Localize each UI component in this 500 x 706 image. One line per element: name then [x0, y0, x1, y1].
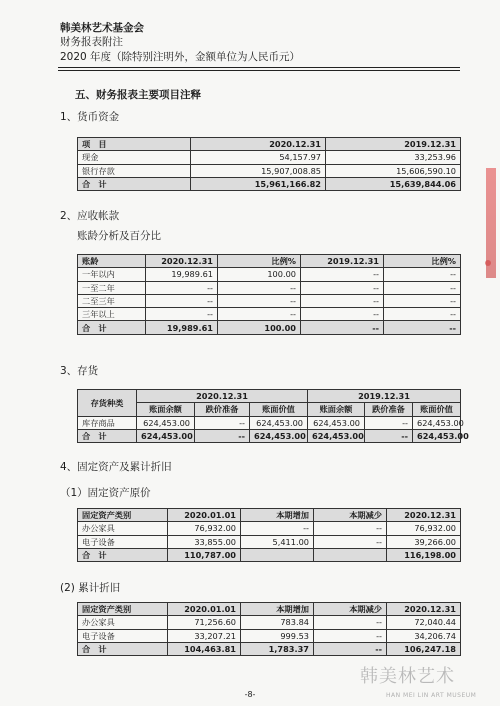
table-total-row — [78, 642, 461, 655]
header-rule-double — [58, 70, 460, 71]
table-header-row — [78, 138, 461, 151]
table-cell: -- — [314, 535, 387, 548]
table-row — [78, 281, 461, 294]
museum-watermark: 韩美林艺术 — [360, 666, 455, 687]
table-cell: 合 计 — [78, 429, 137, 442]
table-total-row — [78, 429, 461, 442]
table-row — [78, 629, 461, 642]
table-cell: 71,256.60 — [168, 616, 241, 629]
table-cell: -- — [241, 522, 314, 535]
table-cell: 624,453.00 — [413, 429, 461, 442]
table-cell: 库存商品 — [78, 416, 137, 429]
table-row — [78, 294, 461, 307]
header-cell: 账面价值 — [413, 403, 461, 416]
inventory-title: 3、存货 — [60, 365, 99, 377]
table-cell: 一年以内 — [78, 268, 146, 281]
receivables-title: 2、应收帐款 — [60, 210, 120, 222]
table-cell: 1,783.37 — [241, 642, 314, 655]
table-row — [78, 535, 461, 548]
table-cell: 15,907,008.85 — [191, 164, 326, 177]
header-cell: 比例% — [218, 255, 301, 268]
header-cell: 2019.12.31 — [301, 255, 384, 268]
section-title: 五、财务报表主要项目注释 — [75, 89, 201, 101]
header-cell: 2020.12.31 — [137, 390, 308, 403]
table-cell: 合 计 — [78, 177, 191, 190]
table-cell: 办公家具 — [78, 616, 168, 629]
table-cell: -- — [384, 281, 461, 294]
header-cell: 项 目 — [78, 138, 191, 151]
table-cell: 现金 — [78, 151, 191, 164]
table-cell: 5,411.00 — [241, 535, 314, 548]
header-cell: 2019.12.31 — [326, 138, 461, 151]
header-cell: 本期减少 — [314, 603, 387, 616]
cash-title: 1、货币资金 — [60, 111, 120, 123]
header-cell: 账面余额 — [308, 403, 365, 416]
table-cell: 15,606,590.10 — [326, 164, 461, 177]
table-cell: -- — [218, 294, 301, 307]
header-cell: 2020.12.31 — [191, 138, 326, 151]
table-cell: 电子设备 — [78, 629, 168, 642]
table-cell: 34,206.74 — [387, 629, 461, 642]
table-cell: 15,961,166.82 — [191, 177, 326, 190]
table-cell: 624,453.00 — [250, 429, 308, 442]
header-cell: 跌价准备 — [365, 403, 413, 416]
header-cell: 跌价准备 — [195, 403, 250, 416]
header-cell: 2020.01.01 — [168, 603, 241, 616]
table-cell: 一至二年 — [78, 281, 146, 294]
table-cell: 76,932.00 — [387, 522, 461, 535]
table-cell: -- — [314, 616, 387, 629]
header-cell: 账面价值 — [250, 403, 308, 416]
header-cell: 本期减少 — [314, 509, 387, 522]
table-cell: 19,989.61 — [146, 321, 218, 334]
table-cell: -- — [314, 642, 387, 655]
table-cell: 33,855.00 — [168, 535, 241, 548]
fixed-assets-original-title: （1）固定资产原价 — [60, 487, 151, 499]
table-cell: -- — [146, 281, 218, 294]
header-cell: 账龄 — [78, 255, 146, 268]
header-cell: 2020.01.01 — [168, 509, 241, 522]
table-cell: -- — [384, 308, 461, 321]
header-cell: 固定资产类别 — [78, 603, 168, 616]
table-cell: -- — [301, 308, 384, 321]
table-row — [78, 616, 461, 629]
receivables-subtitle: 账龄分析及百分比 — [77, 230, 161, 242]
table-cell: 624,453.00 — [308, 416, 365, 429]
table-cell: -- — [195, 429, 250, 442]
page-number: -8- — [244, 690, 256, 699]
header-rule — [58, 67, 460, 68]
table-cell: -- — [218, 281, 301, 294]
table-cell: -- — [384, 294, 461, 307]
table-cell: 三年以上 — [78, 308, 146, 321]
table-cell — [241, 548, 314, 561]
depreciation-table — [77, 602, 461, 656]
table-cell: 783.84 — [241, 616, 314, 629]
table-cell: 104,463.81 — [168, 642, 241, 655]
report-period: 2020 年度（除特别注明外，金额单位为人民币元） — [60, 51, 301, 63]
table-cell: 15,639,844.06 — [326, 177, 461, 190]
cash-table — [77, 137, 461, 191]
table-cell: 合 计 — [78, 321, 146, 334]
header-cell: 2020.12.31 — [387, 603, 461, 616]
table-cell: 106,247.18 — [387, 642, 461, 655]
table-cell: 72,040.44 — [387, 616, 461, 629]
table-cell: 二至三年 — [78, 294, 146, 307]
table-cell — [314, 548, 387, 561]
table-cell: 624,453.00 — [413, 416, 461, 429]
header-cell: 本期增加 — [241, 603, 314, 616]
header-cell: 2019.12.31 — [308, 390, 461, 403]
table-cell: 999.53 — [241, 629, 314, 642]
table-cell: -- — [365, 429, 413, 442]
header-cell: 固定资产类别 — [78, 509, 168, 522]
depreciation-title: (2) 累计折旧 — [60, 582, 121, 594]
table-cell: 116,198.00 — [387, 548, 461, 561]
inventory-table — [77, 389, 469, 443]
fixed-assets-title: 4、固定资产及累计折旧 — [60, 461, 172, 473]
header-cell: 账面余额 — [137, 403, 195, 416]
table-cell: 624,453.00 — [137, 416, 195, 429]
table-cell: -- — [365, 416, 413, 429]
museum-watermark-latin: HAN MEI LIN ART MUSEUM — [386, 692, 477, 699]
table-cell: 100.00 — [218, 268, 301, 281]
table-cell: -- — [146, 294, 218, 307]
table-cell: 624,453.00 — [308, 429, 365, 442]
table-total-row — [78, 177, 461, 190]
header-cell: 2020.12.31 — [146, 255, 218, 268]
report-subtitle: 财务报表附注 — [60, 36, 123, 48]
table-row — [78, 308, 461, 321]
table-cell: -- — [218, 308, 301, 321]
table-cell: 19,989.61 — [146, 268, 218, 281]
table-cell: 100.00 — [218, 321, 301, 334]
table-row — [78, 164, 461, 177]
table-cell: -- — [314, 522, 387, 535]
table-cell: -- — [195, 416, 250, 429]
table-cell: 76,932.00 — [168, 522, 241, 535]
table-cell: 合 计 — [78, 642, 168, 655]
table-cell: -- — [314, 629, 387, 642]
table-cell: 624,453.00 — [137, 429, 195, 442]
table-header-row — [78, 603, 461, 616]
table-header-row — [78, 509, 461, 522]
table-cell: 54,157.97 — [191, 151, 326, 164]
table-row — [78, 268, 461, 281]
table-total-row — [78, 321, 461, 334]
table-cell: 电子设备 — [78, 535, 168, 548]
table-cell: 33,207.21 — [168, 629, 241, 642]
table-row — [78, 151, 461, 164]
table-cell: 624,453.00 — [250, 416, 308, 429]
org-name: 韩美林艺术基金会 — [60, 22, 144, 34]
table-cell: -- — [384, 321, 461, 334]
header-cell: 本期增加 — [241, 509, 314, 522]
table-cell: 合 计 — [78, 548, 168, 561]
table-row — [78, 522, 461, 535]
table-cell: -- — [301, 268, 384, 281]
table-header-row — [78, 255, 461, 268]
receivables-table — [77, 254, 461, 335]
header-cell: 2020.12.31 — [387, 509, 461, 522]
table-cell: 银行存款 — [78, 164, 191, 177]
table-row — [78, 416, 461, 429]
header-cell: 存货种类 — [78, 390, 137, 417]
table-cell: -- — [301, 321, 384, 334]
table-cell: -- — [146, 308, 218, 321]
table-cell: 33,253.96 — [326, 151, 461, 164]
table-total-row — [78, 548, 461, 561]
table-cell: 办公家具 — [78, 522, 168, 535]
header-cell: 比例% — [384, 255, 461, 268]
table-cell: 110,787.00 — [168, 548, 241, 561]
seal-mark — [485, 260, 491, 266]
table-cell: -- — [301, 281, 384, 294]
table-header-row — [78, 390, 461, 403]
table-cell: -- — [384, 268, 461, 281]
fixed-assets-original-table — [77, 508, 461, 562]
table-cell: -- — [301, 294, 384, 307]
table-cell: 39,266.00 — [387, 535, 461, 548]
